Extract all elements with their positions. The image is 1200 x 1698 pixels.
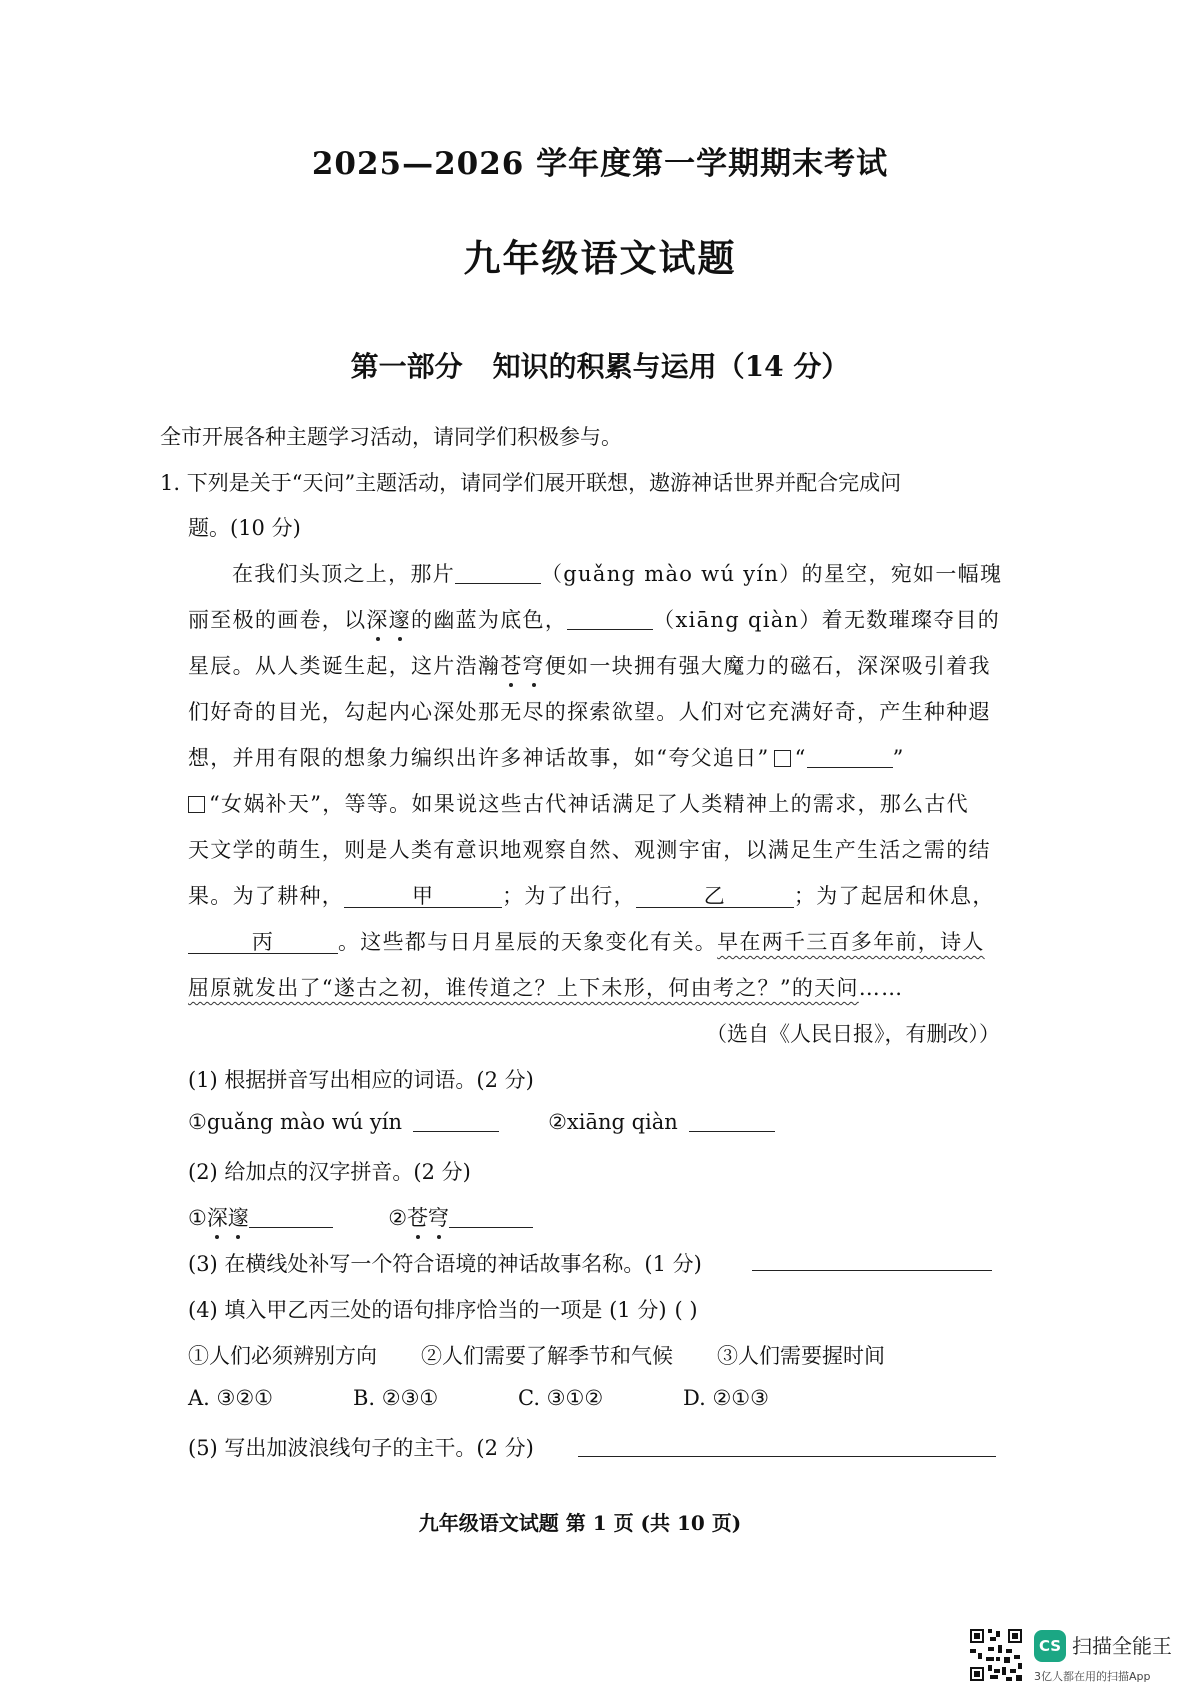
exam-title: 2025—2026 学年度第一学期期末考试 — [311, 146, 889, 182]
answer-blank-sub1-a[interactable] — [413, 1111, 499, 1132]
passage-source: （选自《人民日报》，有删改）） — [706, 1022, 1000, 1046]
passage-text: 的幽蓝为底色， — [411, 608, 568, 632]
sub-question-2: (2) 给加点的汉字拼音。(2 分) — [188, 1160, 471, 1184]
sub4-options — [188, 1386, 769, 1410]
passage-line-7: 天文学的萌生，则是人类有意识地观察自然、观测宇宙，以满足生产生活之需的结 — [188, 838, 991, 862]
item-number: ① — [188, 1206, 207, 1230]
passage-text: （xiāng qiàn）着无数璀璨夺目的 — [653, 608, 1001, 632]
passage-text: 在我们头顶之上，那片 — [232, 562, 455, 586]
scanner-tagline: 3亿人都在用的扫描App — [1034, 1670, 1151, 1683]
passage-text: 星辰。从人类诞生起，这片浩瀚 — [188, 654, 501, 678]
part-heading — [0, 345, 1200, 385]
option-a[interactable]: A. ③②① — [188, 1386, 273, 1410]
answer-paren[interactable]: ( ) — [674, 1298, 698, 1322]
wavy-underlined-sentence: 早在两千三百多年前，诗人 — [717, 930, 985, 954]
passage-text: （guǎng mào wú yín）的星空，宛如一幅瑰 — [541, 562, 1003, 586]
part-label: 第一部分 — [350, 350, 463, 383]
qr-code-icon — [968, 1627, 1024, 1683]
answer-blank-sub2-b[interactable] — [449, 1207, 533, 1228]
answer-blank-sub2-a[interactable] — [249, 1207, 333, 1228]
passage-text: “女娲补天”，等等。如果说这些古代神话满足了人类精神上的需求，那么古代 — [209, 792, 969, 816]
q1-stem-line1: 1. 下列是关于“天问”主题活动，请同学们展开联想，遨游神话世界并配合完成问 — [160, 471, 902, 495]
passage-text: 想，并用有限的想象力编织出许多神话故事，如“夸父追日” — [188, 746, 770, 770]
punctuation-box[interactable] — [774, 750, 791, 767]
answer-line-sub3[interactable] — [752, 1270, 992, 1271]
pinyin-prompt: ②xiāng qiàn — [548, 1110, 678, 1134]
sub1-answers — [188, 1110, 775, 1134]
sub-question-5: (5) 写出加波浪线句子的主干。(2 分) — [188, 1436, 534, 1460]
pinyin-prompt: ①guǎng mào wú yín — [188, 1110, 402, 1134]
sub4-item: ②人们需要了解季节和气候 — [421, 1344, 673, 1368]
passage-line-5 — [188, 742, 905, 772]
dotted-char: 邃 — [389, 604, 411, 634]
dotted-char: 深 — [207, 1202, 228, 1232]
answer-blank-guangmao[interactable] — [455, 563, 541, 584]
passage-line-4: 们好奇的目光，勾起内心深处那无尽的探索欲望。人们对它充满好奇，产生种种遐 — [188, 700, 991, 724]
scanner-app-name: 扫描全能王 — [1072, 1634, 1172, 1658]
sub4-item: ①人们必须辨别方向 — [188, 1344, 377, 1368]
answer-blank-jia[interactable]: 甲 — [344, 885, 502, 908]
answer-line-sub5[interactable] — [578, 1456, 996, 1457]
dotted-char: 苍 — [500, 650, 522, 680]
passage-text: ；为了起居和休息， — [793, 884, 995, 908]
punctuation-box[interactable] — [188, 796, 205, 813]
dotted-char: 深 — [366, 604, 388, 634]
option-d[interactable]: D. ②①③ — [683, 1386, 769, 1410]
passage-line-6 — [188, 788, 969, 818]
passage-line-9 — [188, 926, 985, 956]
option-b[interactable]: B. ②③① — [353, 1386, 439, 1410]
dotted-char: 穹 — [428, 1202, 449, 1232]
option-c[interactable]: C. ③①② — [518, 1386, 604, 1410]
answer-blank-yi[interactable]: 乙 — [636, 885, 794, 908]
sub-question-1: (1) 根据拼音写出相应的词语。(2 分) — [188, 1068, 534, 1092]
passage-text: 果。为了耕种， — [188, 884, 345, 908]
wavy-underlined-sentence: 屈原就发出了“遂古之初，谁传道之？上下未形，何由考之？”的天问 — [188, 976, 859, 1000]
passage-text: ；为了出行， — [502, 884, 636, 908]
dotted-char: 苍 — [407, 1202, 428, 1232]
sub4-item: ③人们需要握时间 — [717, 1344, 885, 1368]
answer-blank-bing[interactable]: 丙 — [188, 931, 338, 954]
sub-question-3: (3) 在横线处补写一个符合语境的神话故事名称。(1 分) — [188, 1252, 702, 1276]
cs-logo: CS — [1034, 1630, 1066, 1662]
subject-title: 九年级语文试题 — [463, 236, 737, 280]
passage-line-1 — [232, 558, 1002, 588]
item-number: ② — [388, 1206, 408, 1230]
passage-text: ” — [892, 746, 905, 770]
passage-line-2 — [188, 604, 1000, 634]
sub-question-4 — [188, 1294, 698, 1324]
page-footer: 九年级语文试题 第 1 页 (共 10 页) — [418, 1511, 742, 1535]
dotted-char: 邃 — [228, 1202, 249, 1232]
answer-blank-sub1-b[interactable] — [689, 1111, 775, 1132]
sub4-stem: (4) 填入甲乙丙三处的语句排序恰当的一项是 (1 分) — [188, 1298, 667, 1322]
sub2-answers — [188, 1202, 533, 1232]
answer-blank-xiangqian[interactable] — [567, 609, 653, 630]
passage-text: 。这些都与日月星辰的天象变化有关。 — [338, 930, 718, 954]
passage-line-10 — [188, 972, 903, 1002]
answer-blank-myth-name[interactable] — [807, 747, 893, 768]
sub4-items — [188, 1340, 885, 1370]
passage-text: …… — [858, 976, 904, 1000]
part-title: 知识的积累与运用（14 分） — [492, 350, 850, 383]
passage-line-8 — [188, 880, 995, 910]
dotted-char: 穹 — [523, 650, 545, 680]
passage-text: “ — [794, 746, 807, 770]
q1-stem-line2: 题。(10 分) — [188, 516, 301, 540]
passage-line-3 — [188, 650, 991, 680]
passage-text: 便如一块拥有强大魔力的磁石，深深吸引着我 — [544, 654, 991, 678]
passage-text: 丽至极的画卷，以 — [188, 608, 367, 632]
intro-text: 全市开展各种主题学习活动，请同学们积极参与。 — [160, 425, 622, 449]
